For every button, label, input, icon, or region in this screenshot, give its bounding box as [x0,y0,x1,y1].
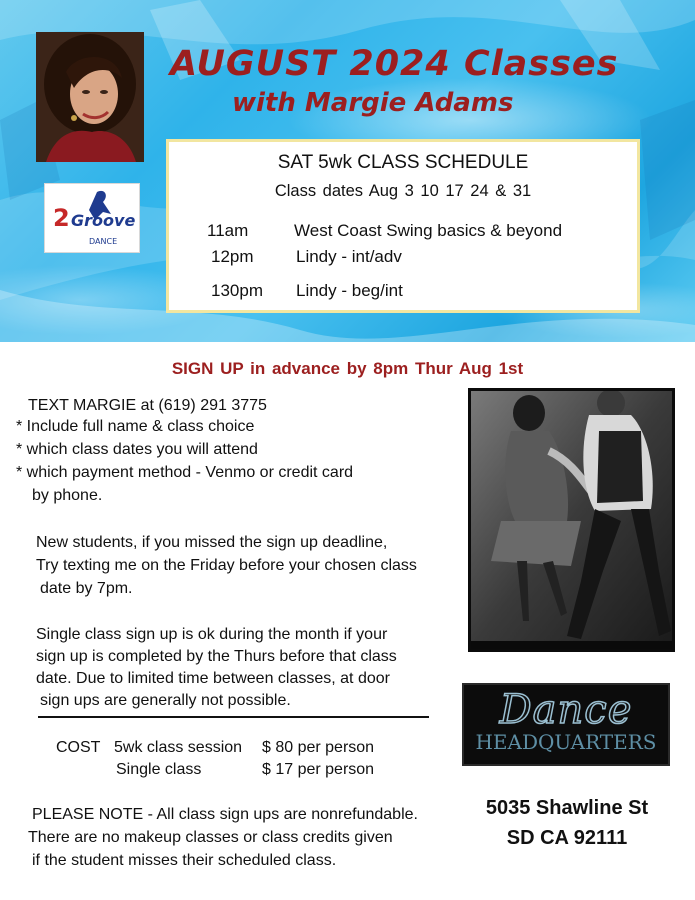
logo-dance-word: Dance [499,687,633,733]
logo-headquarters-word: HEADQUARTERS [475,730,657,754]
divider [38,716,429,718]
page-subtitle: with Margie Adams [232,88,514,118]
single-class-line: date. Due to limited time between classes, at door [36,670,390,687]
schedule-time: 11am [207,221,249,240]
venue-address-street: 5035 Shawline St [485,797,649,819]
single-class-line: sign up is completed by the Thurs before that class [36,648,397,665]
instruction-bullet: * Include full name & class choice [16,418,255,435]
cost-price: $ 80 per person [262,739,375,756]
single-class-line: Single class sign up is ok during the month if your [36,626,388,643]
text-margie-line: TEXT MARGIE at (619) 291 3775 [28,397,267,414]
cost-price: $ 17 per person [262,761,375,778]
svg-text:Groove: Groove [71,211,136,230]
venue-address-city: SD CA 92111 [506,827,628,849]
cost-label: COST [56,739,101,756]
instruction-bullet: by phone. [32,487,103,504]
instructor-photo [36,32,144,162]
2groove-logo [44,183,140,253]
svg-text:DANCE: DANCE [89,237,118,246]
signup-deadline: SIGN UP in advance by 8pm Thur Aug 1st [171,359,524,378]
instruction-bullet: * which payment method - Venmo or credit card [16,464,354,481]
cost-item: 5wk class session [114,739,243,756]
schedule-dates: Class dates Aug 3 10 17 24 & 31 [274,182,532,200]
class-schedule-box [166,139,640,313]
schedule-time: 12pm [211,247,254,266]
schedule-class: West Coast Swing basics & beyond [294,221,563,240]
schedule-time: 130pm [211,281,263,300]
new-students-line: New students, if you missed the sign up deadline, [36,534,388,551]
instruction-bullet: * which class dates you will attend [16,441,258,458]
schedule-title: SAT 5wk CLASS SCHEDULE [277,152,529,173]
note-line: There are no makeup classes or class credits given [28,829,393,846]
note-line: if the student misses their scheduled class. [32,852,337,869]
page-title: AUGUST 2024 Classes [170,44,619,84]
dance-headquarters-logo [462,683,670,766]
schedule-class: Lindy - beg/int [296,281,403,300]
note-line: PLEASE NOTE - All class sign ups are nonrefundable. [32,806,418,823]
swing-dancers-photo [468,388,675,652]
schedule-class: Lindy - int/adv [296,247,402,266]
header-banner [0,0,695,342]
new-students-line: date by 7pm. [40,580,133,597]
svg-text:2: 2 [53,204,70,232]
single-class-line: sign ups are generally not possible. [40,692,291,709]
cost-item: Single class [116,761,202,778]
new-students-line: Try texting me on the Friday before your chosen class [36,557,417,574]
